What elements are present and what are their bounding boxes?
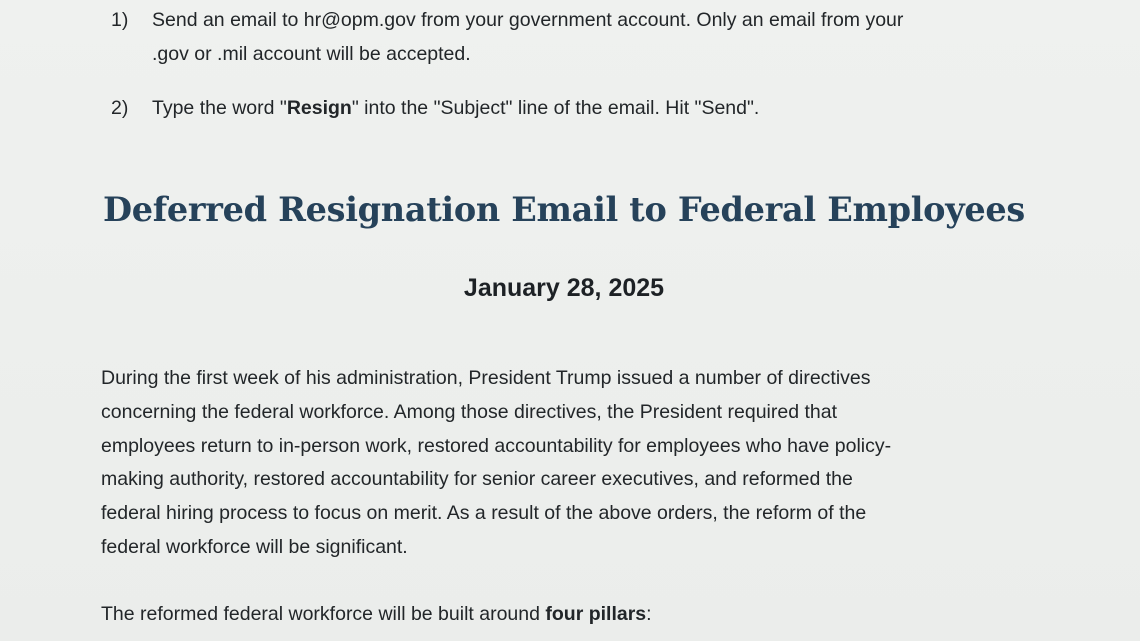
step-text-pre: Type the word " [152,97,287,119]
paragraph-line: During the first week of his administration, President Trump issued a number of directives [101,367,871,389]
pillars-intro [101,597,652,631]
paragraph-line: concerning the federal workforce. Among those directives, the President required that [101,400,837,423]
pillars-text-pre: The reformed federal workforce will be built around [101,603,546,625]
body-paragraph [101,362,1021,565]
step-text [152,3,1032,71]
step-text-post: " into the "Subject" line of the email. Hit "Send". [351,97,760,119]
pillars-text-post: : [646,603,652,625]
resign-keyword: Resign [286,97,352,119]
step-number: 1) [111,9,129,31]
step-line: .gov or .mil account will be accepted. [152,43,471,65]
document-title: Deferred Resignation Email to Federal Employees [103,190,1025,229]
document-date: January 28, 2025 [463,274,665,302]
paragraph-line: employees return to in-person work, restored accountability for employees who have policy- [101,434,892,457]
paragraph-line: federal workforce will be significant. [101,535,408,558]
step-line: Send an email to hr@opm.gov from your government account. Only an email from your [152,9,904,31]
paragraph-line: federal hiring process to focus on merit. As a result of the above orders, the reform of the [101,502,867,525]
step-text [152,91,1032,125]
step-number: 2) [111,97,129,119]
pillars-emphasis: four pillars [545,603,647,625]
paragraph-line: making authority, restored accountability for senior career executives, and reformed the [101,468,853,491]
